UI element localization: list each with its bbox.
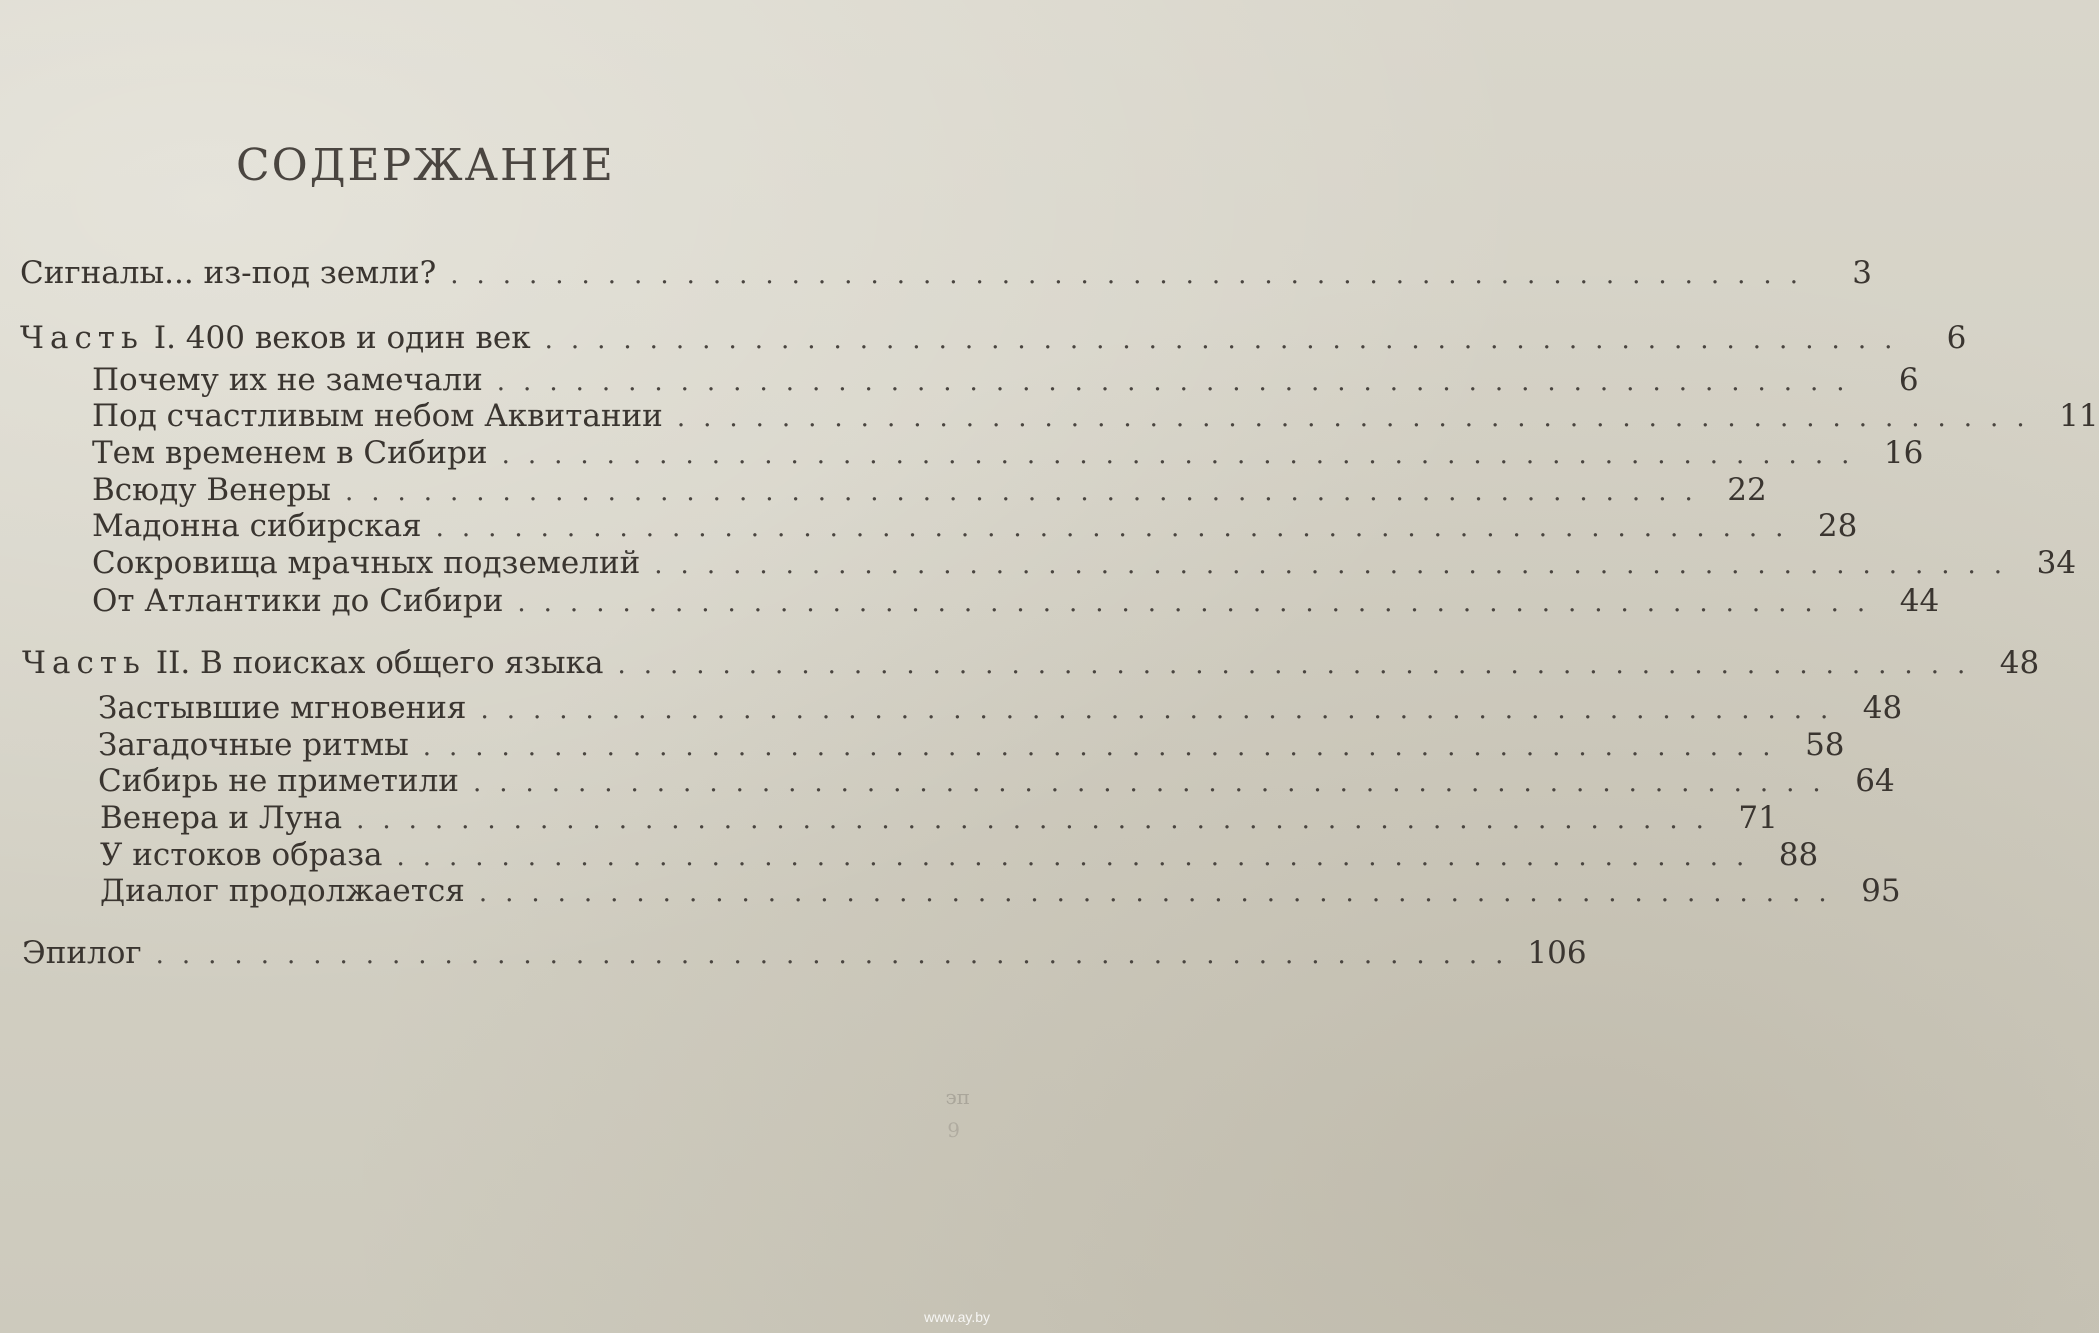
toc-entry-chapter: [92, 398, 2099, 438]
toc-entry-chapter: [92, 435, 1924, 475]
toc-page-number: 6: [1946, 320, 1967, 356]
toc-entry-label: Сигналы... из-под земли?: [20, 255, 437, 291]
dot-leader: ....................................................: [480, 695, 1847, 725]
toc-part-prefix: Часть: [20, 320, 144, 356]
toc-entry-chapter: [98, 727, 1845, 767]
dot-leader: ....................................................: [478, 878, 1845, 908]
toc-page-number: 11: [2059, 398, 2099, 434]
dot-leader: ....................................................: [617, 650, 1984, 680]
toc-entry-label: У истоков образа: [100, 837, 383, 873]
toc-entry-label: II. В поисках общего языка: [155, 645, 604, 681]
toc-entry-label: Под счастливым небом Аквитании: [92, 398, 663, 434]
toc-entry-chapter: [100, 873, 1901, 913]
toc-page-number: 58: [1805, 727, 1845, 763]
toc-entry-label: От Атлантики до Сибири: [92, 583, 504, 619]
toc-entry-label: Всюду Венеры: [92, 472, 331, 508]
toc-entry-chapter: [92, 508, 1858, 548]
dot-leader: ....................................................: [496, 367, 1863, 397]
toc-entry-epilogue: [22, 935, 1587, 975]
dot-leader: ....................................................: [544, 325, 1911, 355]
toc-entry-chapter: [92, 362, 1919, 402]
toc-page-number: 48: [1999, 645, 2040, 681]
toc-page-number: 6: [1898, 362, 1919, 398]
toc-part-prefix: Часть: [22, 645, 146, 681]
toc-entry-label: Почему их не замечали: [92, 362, 483, 398]
toc-entry-chapter: [92, 472, 1767, 512]
dot-leader: ....................................................: [517, 588, 1884, 618]
dot-leader: ....................................................: [654, 550, 2021, 580]
dot-leader: ....................................................: [501, 440, 1868, 470]
toc-page-number: 44: [1899, 583, 1940, 619]
toc-page-number: 64: [1855, 763, 1895, 799]
dot-leader: ....................................................: [450, 260, 1816, 290]
dot-leader: ....................................................: [356, 805, 1722, 835]
toc-entry-label: Сибирь не приметили: [98, 763, 459, 799]
bleed-through-text: эп: [945, 1085, 970, 1109]
site-watermark: www.ay.by: [924, 1309, 990, 1325]
toc-entry-chapter: [100, 800, 1778, 840]
toc-page-number: 28: [1817, 508, 1858, 544]
toc-entry-chapter: [98, 690, 1903, 730]
toc-entry-label: Диалог продолжается: [100, 873, 465, 909]
toc-entry-label: Сокровища мрачных подземелий: [92, 545, 641, 581]
bleed-through-text: 9: [947, 1118, 960, 1142]
toc-entry-chapter: [98, 763, 1895, 803]
toc-entry-label: Застывшие мгновения: [98, 690, 467, 726]
dot-leader: ....................................................: [472, 768, 1839, 798]
toc-entry-label: Тем временем в Сибири: [92, 435, 488, 471]
toc-entry-label: Венера и Луна: [100, 800, 343, 836]
toc-page-number: 22: [1727, 472, 1767, 508]
toc-entry-chapter: [100, 837, 1819, 877]
toc-entry-label: Мадонна сибирская: [92, 508, 422, 544]
dot-leader: ....................................................: [435, 513, 1802, 543]
dot-leader: ....................................................: [155, 940, 1522, 970]
toc-page-number: 16: [1883, 435, 1924, 471]
toc-entry-chapter: [92, 583, 1940, 623]
toc-entry-label: Загадочные ритмы: [98, 727, 409, 763]
dot-leader: ....................................................: [344, 477, 1711, 507]
toc-entry-intro: [20, 255, 1872, 295]
page-title: СОДЕРЖАНИЕ: [236, 140, 615, 191]
dot-leader: ....................................................: [396, 842, 1763, 872]
dot-leader: ....................................................: [676, 403, 2043, 433]
toc-page-number: 34: [2036, 545, 2077, 581]
toc-page-number: 88: [1778, 837, 1819, 873]
toc-page-number: 3: [1852, 255, 1872, 291]
toc-entry-chapter: [92, 545, 2077, 585]
toc-entry-label: I. 400 веков и один век: [153, 320, 531, 356]
toc-page-number: 95: [1861, 873, 1901, 909]
toc-entry-label: Эпилог: [22, 935, 142, 971]
toc-page-number: 71: [1738, 800, 1778, 836]
toc-page-number: 48: [1862, 690, 1903, 726]
toc-page-number: 106: [1527, 935, 1587, 971]
dot-leader: ....................................................: [422, 732, 1789, 762]
toc-part-2-heading: [22, 645, 2040, 685]
toc-part-1-heading: [20, 320, 1967, 360]
